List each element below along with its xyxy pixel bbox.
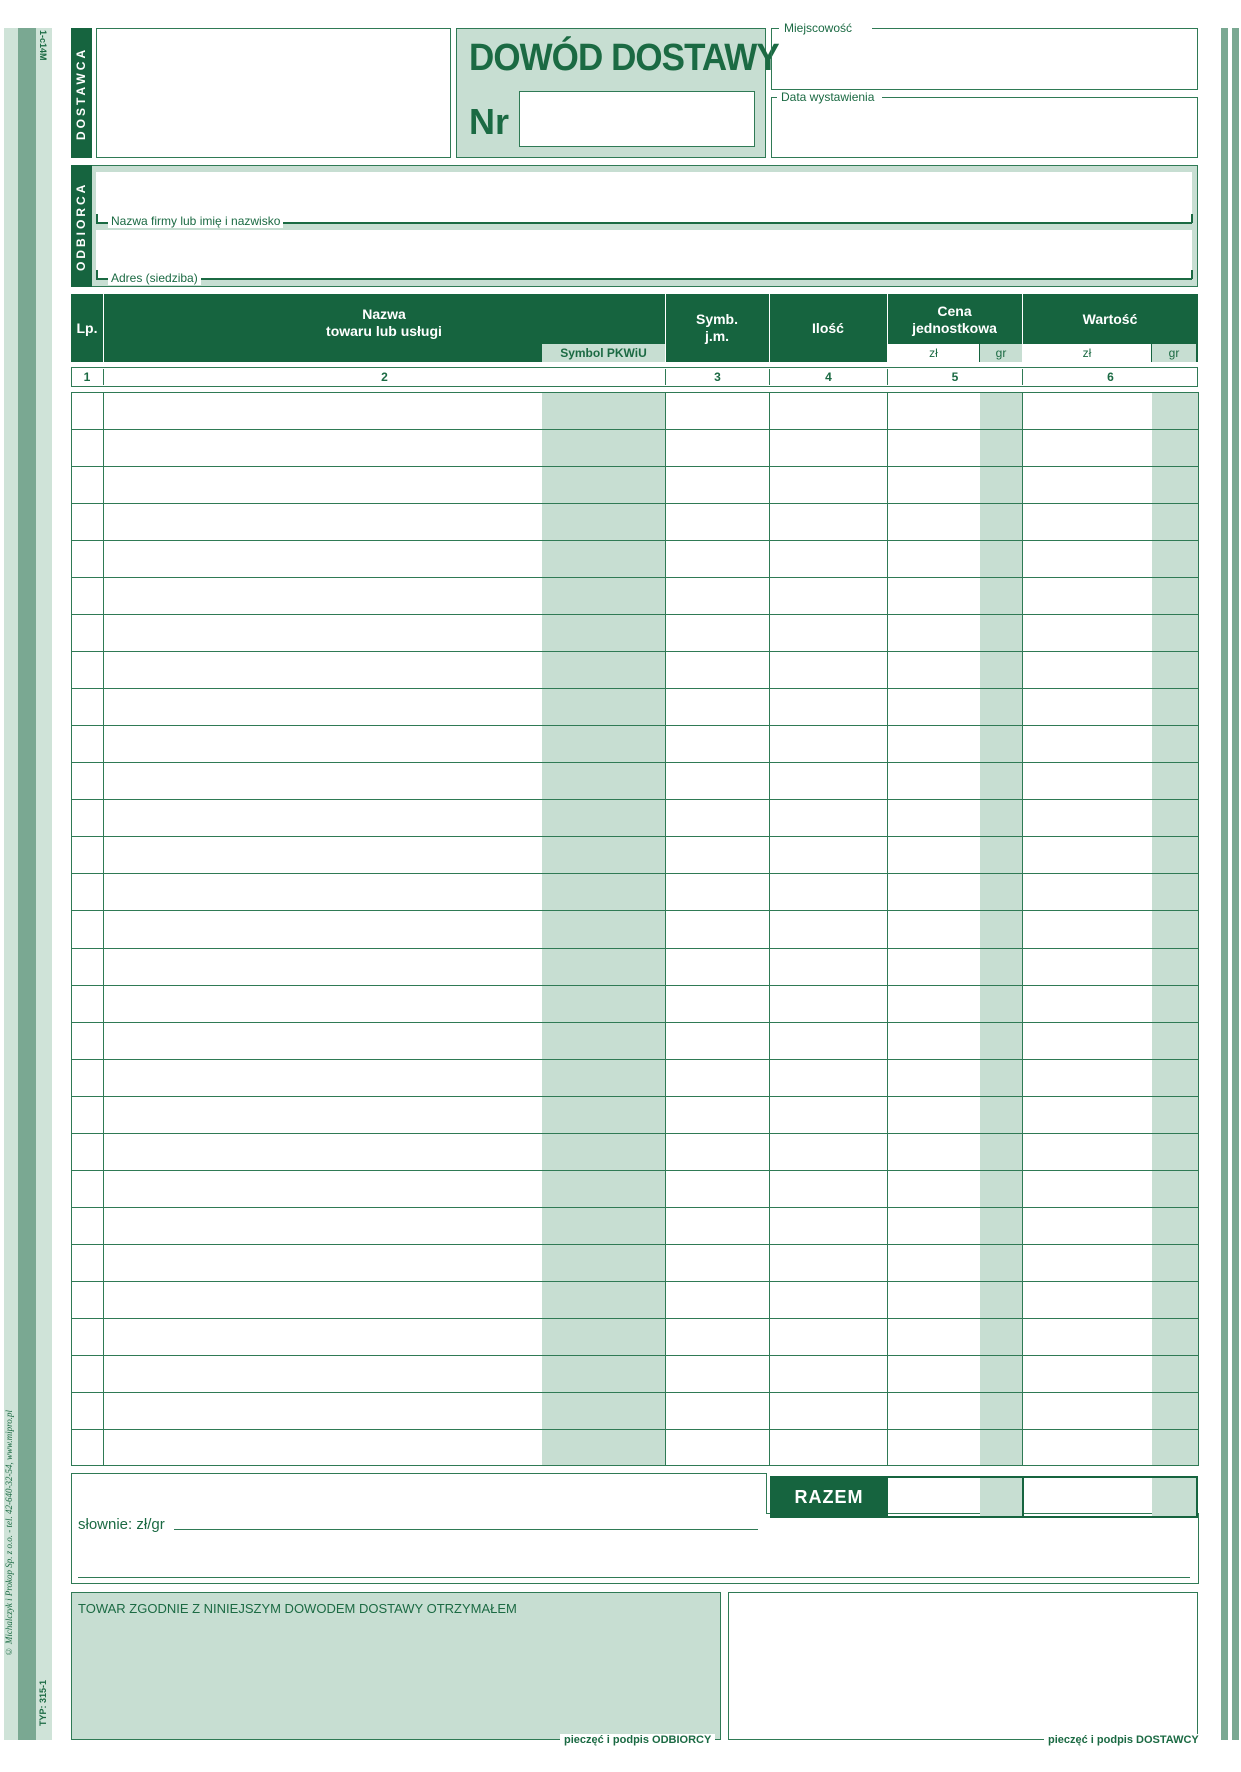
left-stripe-light-2 xyxy=(36,28,52,1740)
table-row[interactable] xyxy=(71,1059,1198,1096)
table-row[interactable] xyxy=(71,1355,1198,1392)
header-unit-line1: Symb. xyxy=(695,311,738,328)
table-row[interactable] xyxy=(71,540,1198,577)
total-value-zl[interactable] xyxy=(1024,1478,1152,1516)
supplier-side-label: DOSTAWCA xyxy=(71,28,92,158)
table-row[interactable] xyxy=(71,948,1198,985)
table-row[interactable] xyxy=(71,1429,1198,1466)
header-value-zl: zł xyxy=(1023,344,1151,362)
table-row[interactable] xyxy=(71,503,1198,540)
received-statement: TOWAR ZGODNIE Z NINIEJSZYM DOWODEM DOSTAWY OTRZYMAŁEM xyxy=(78,1601,517,1616)
date-field[interactable] xyxy=(771,90,1198,158)
left-stripe-dark xyxy=(18,28,36,1740)
table-row[interactable] xyxy=(71,1281,1198,1318)
header-qty: Ilość xyxy=(812,319,844,336)
table-row[interactable] xyxy=(71,910,1198,947)
column-number: 3 xyxy=(665,369,769,385)
total-price-zl[interactable] xyxy=(888,1478,980,1516)
table-row[interactable] xyxy=(71,1392,1198,1429)
recipient-side-label: ODBIORCA xyxy=(71,165,92,287)
place-field[interactable] xyxy=(771,21,1198,90)
title-block xyxy=(456,28,779,158)
header-name-line1: Nazwa xyxy=(362,306,406,323)
form-type: TYP: 315-1 xyxy=(38,1680,48,1727)
recipient-address-field[interactable] xyxy=(96,230,1192,280)
recipient-name-label: Nazwa firmy lub imię i nazwisko xyxy=(108,214,283,228)
header-price-line2: jednostkowa xyxy=(912,320,997,336)
header-value-gr: gr xyxy=(1152,344,1196,362)
total-box xyxy=(888,1476,1198,1518)
place-label: Miejscowość xyxy=(784,21,853,35)
table-row[interactable] xyxy=(71,1318,1198,1355)
table-row[interactable] xyxy=(71,725,1198,762)
header-price xyxy=(887,300,1022,340)
column-number: 6 xyxy=(1022,369,1198,385)
nr-input[interactable] xyxy=(519,91,755,147)
table-row[interactable] xyxy=(71,762,1198,799)
document-title: DOWÓD DOSTAWY xyxy=(469,37,779,79)
right-stripe-dark-2 xyxy=(1232,28,1239,1740)
in-words-label: słownie: zł/gr xyxy=(78,1516,165,1533)
header-pkwiu: Symbol PKWiU xyxy=(542,344,665,362)
nr-label: Nr xyxy=(469,101,510,142)
header-lp: Lp. xyxy=(76,319,98,336)
date-label: Data wystawienia xyxy=(781,90,875,104)
table-row[interactable] xyxy=(71,799,1198,836)
table-row[interactable] xyxy=(71,985,1198,1022)
header-name xyxy=(103,306,665,340)
supplier-signature-label: pieczęć i podpis DOSTAWCY xyxy=(1044,1734,1203,1746)
header-price-gr: gr xyxy=(980,344,1022,362)
header-name-line2: towaru lub usługi xyxy=(326,323,442,339)
in-words-field-2[interactable] xyxy=(78,1560,1190,1578)
table-row[interactable] xyxy=(71,836,1198,873)
header-unit xyxy=(665,294,769,362)
table-row[interactable] xyxy=(71,1170,1198,1207)
items-table xyxy=(71,392,1198,1466)
total-price-gr[interactable] xyxy=(980,1478,1022,1516)
printer-info: © Michalczyk i Prokop Sp. z o.o. - tel. 42-640-32-54, www.mipro.pl xyxy=(4,1410,14,1657)
table-row[interactable] xyxy=(71,466,1198,503)
recipient-box xyxy=(92,165,1198,287)
supplier-signature-box[interactable] xyxy=(728,1592,1198,1740)
header-value: Wartość xyxy=(1082,310,1138,327)
recipient-signature-label: pieczęć i podpis ODBIORCY xyxy=(560,1734,715,1746)
column-number: 4 xyxy=(769,369,887,385)
table-row[interactable] xyxy=(71,651,1198,688)
header-unit-line2: j.m. xyxy=(704,328,730,344)
total-label: RAZEM xyxy=(770,1476,888,1518)
supplier-box[interactable] xyxy=(96,28,451,158)
table-row[interactable] xyxy=(71,577,1198,614)
column-number: 5 xyxy=(887,369,1022,385)
table-row[interactable] xyxy=(71,688,1198,725)
table-row[interactable] xyxy=(71,1244,1198,1281)
right-stripe-dark xyxy=(1221,28,1228,1740)
table-row[interactable] xyxy=(71,873,1198,910)
recipient-address-label: Adres (siedziba) xyxy=(108,271,201,285)
table-row[interactable] xyxy=(71,1207,1198,1244)
recipient-signature-box[interactable] xyxy=(71,1592,721,1740)
column-number: 2 xyxy=(103,369,665,385)
table-row[interactable] xyxy=(71,1022,1198,1059)
header-price-zl: zł xyxy=(888,344,979,362)
table-row[interactable] xyxy=(71,1096,1198,1133)
form-code: 1-c14M xyxy=(38,30,48,61)
table-row[interactable] xyxy=(71,614,1198,651)
column-number: 1 xyxy=(83,370,91,384)
table-row[interactable] xyxy=(71,1133,1198,1170)
header-price-line1: Cena xyxy=(937,303,972,320)
total-value-gr[interactable] xyxy=(1152,1478,1196,1516)
table-row[interactable] xyxy=(71,392,1198,429)
table-row[interactable] xyxy=(71,429,1198,466)
in-words-field[interactable] xyxy=(174,1512,758,1530)
